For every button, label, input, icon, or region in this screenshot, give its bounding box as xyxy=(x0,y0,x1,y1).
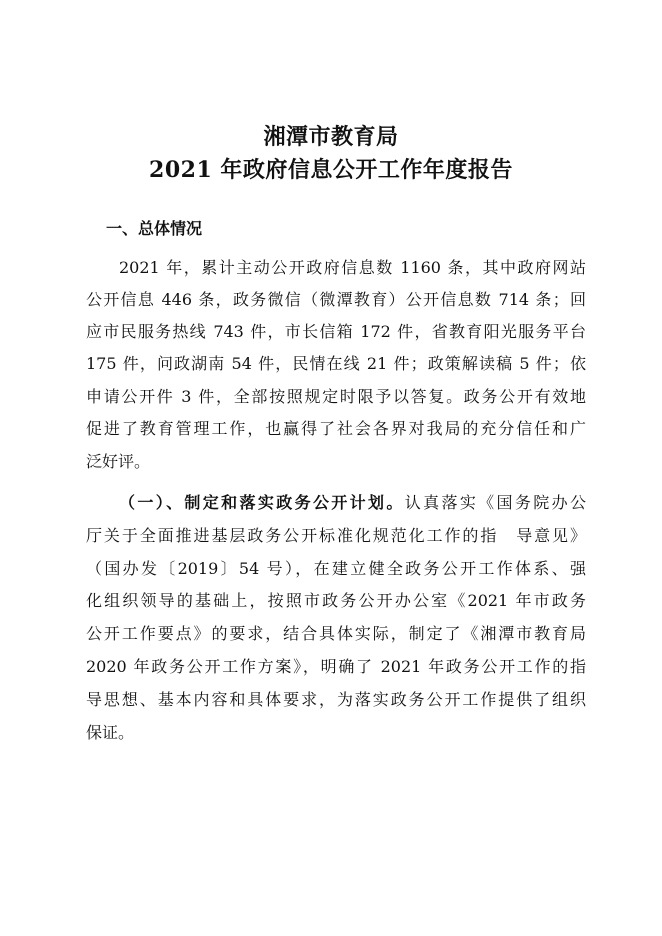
paragraph-line: 应市民服务热线 743 件，市长信箱 172 件，省教育阳光服务平台 xyxy=(86,322,586,341)
paragraph-line: 泛好评。 xyxy=(86,452,151,471)
document-title-line1: 湘潭市教育局 xyxy=(263,124,399,150)
paragraph-line: 导思想、基本内容和具体要求，为落实政务公开工作提供了组织 xyxy=(86,690,586,709)
paragraph-line: 申请公开件 3 件，全部按照规定时限予以答复。政务公开有效地 xyxy=(86,387,586,406)
paragraph-line: 促进了教育管理工作，也赢得了社会各界对我局的充分信任和广 xyxy=(86,419,586,438)
paragraph-line: （国办发〔2019〕54 号），在建立健全政务公开工作体系、强 xyxy=(86,559,586,578)
section-heading-overview: 一、总体情况 xyxy=(106,219,203,238)
paragraph-line: 公开信息 446 条，政务微信（微潭教育）公开信息数 714 条；回 xyxy=(86,290,586,309)
paragraph-line: 公开工作要点》的要求，结合具体实际，制定了《湘潭市教育局 xyxy=(86,624,586,643)
subsection-heading: （一）、制定和落实政务公开计划。 xyxy=(119,493,405,512)
subsection-first-line xyxy=(119,490,586,513)
paragraph-line: 2021 年，累计主动公开政府信息数 1160 条，其中政府网站 xyxy=(119,258,586,277)
paragraph-line: 保证。 xyxy=(86,723,135,742)
paragraph-line: 2020 年政务公开工作方案》，明确了 2021 年政务公开工作的指 xyxy=(86,657,586,676)
paragraph-line: 175 件，问政湖南 54 件，民情在线 21 件；政策解读稿 5 件；依 xyxy=(86,354,586,373)
paragraph-line: 厅关于全面推进基层政务公开标准化规范化工作的指 导意见》 xyxy=(86,526,586,545)
subsection-first-line-text: 认真落实《国务院办公 xyxy=(404,493,586,512)
paragraph-line: 化组织领导的基础上，按照市政务公开办公室《2021 年市政务 xyxy=(86,591,586,610)
document-title-line2: 2021 年政府信息公开工作年度报告 xyxy=(149,157,513,183)
